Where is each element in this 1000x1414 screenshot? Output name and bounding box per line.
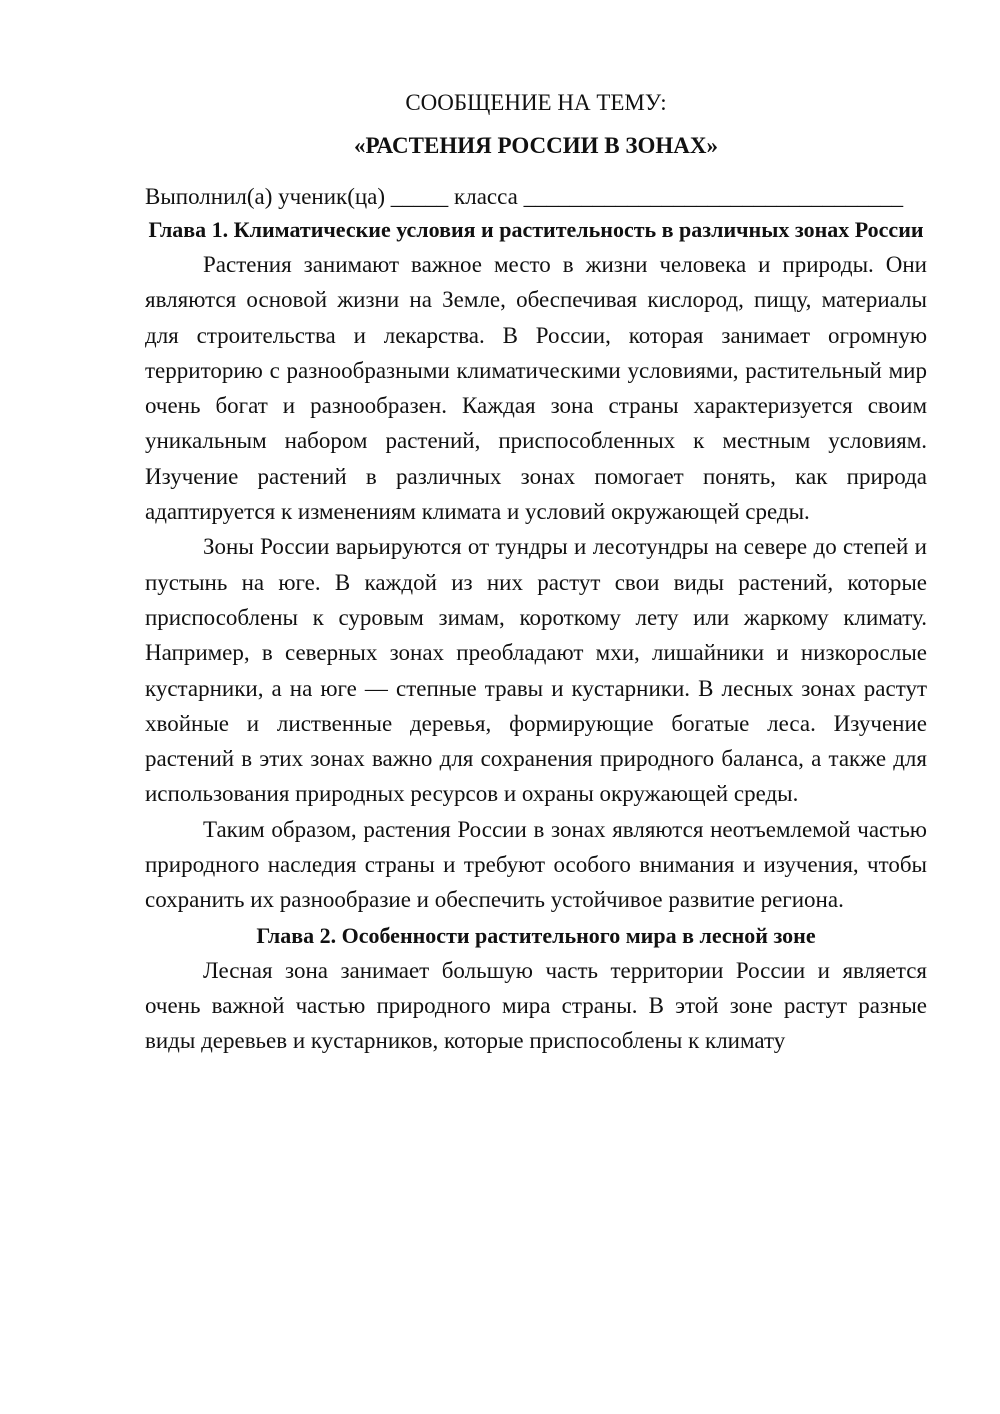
chapter-2-paragraph-1: Лесная зона занимает большую часть территории России и является очень важной частью природного мира страны. В этой зоне растут разные виды деревьев и кустарников, которые приспособлены к климату: [145, 957, 927, 1054]
chapter-1-paragraph-3: Таким образом, растения России в зонах являются неотъемлемой частью природного наследия страны и требуют особого внимания и изучения, чтобы сохранить их разнообразие и обеспечить устойчивое развитие региона.: [145, 816, 927, 913]
chapter-1-paragraph-2: Зоны России варьируются от тундры и лесотундры на севере до степей и пустынь на юге. В каждой из них растут свои виды растений, которые приспособлены к суровым зимам, короткому лету или жаркому климату. Например, в северных зонах преобладают мхи, лишайники и низкорослые кустарники, а на юге — степные травы и кустарники. В лесных зонах растут хвойные и лиственные деревья, формирующие богатые леса. Изучение растений в этих зонах важно для сохранения природного баланса, а также для использования природных ресурсов и охраны окружающей среды.: [145, 534, 927, 807]
chapter-2-heading: Глава 2. Особенности растительного мира в лесной зоне: [256, 922, 816, 948]
title-topic-line: СООБЩЕНИЕ НА ТЕМУ:: [405, 90, 667, 115]
document-page: [145, 88, 927, 1059]
chapter-1-paragraph-1: Растения занимают важное место в жизни человека и природы. Они являются основой жизни на Земле, обеспечивая кислород, пищу, материалы для строительства и лекарства. В России, которая занимает огромную территорию с разнообразными климатическими условиями, растительный мир очень богат и разнообразен. Каждая зона страны характеризуется своим уникальным набором растений, приспособленных к местным условиям. Изучение растений в различных зонах помогает понять, как природа адаптируется к изменениям климата и условий окружающей среды.: [145, 252, 927, 525]
author-line: Выполнил(а) ученик(ца) _____ класса _________________________________: [145, 184, 904, 209]
chapter-1-heading: Глава 1. Климатические условия и растительность в различных зонах России: [148, 217, 924, 242]
title-main: «РАСТЕНИЯ РОССИИ В ЗОНАХ»: [353, 133, 719, 158]
